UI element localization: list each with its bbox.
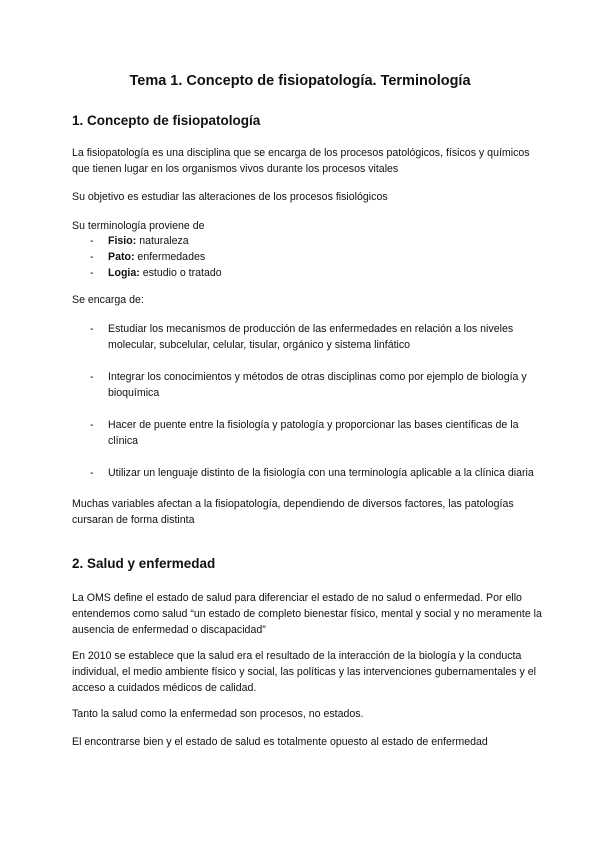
bullet-dash: - — [90, 323, 94, 335]
bullet-dash: - — [90, 467, 94, 479]
list-item-text: Integrar los conocimientos y métodos de otras disciplinas como por ejemplo de biología y bioquímica — [108, 371, 527, 399]
term-label: Fisio: — [108, 235, 137, 247]
list-item — [72, 233, 542, 249]
term-label: Pato: — [108, 251, 135, 263]
list-item — [72, 369, 542, 401]
list-item-text: Hacer de puente entre la fisiología y patología y proporcionar las bases científicas de la clínica — [108, 419, 519, 447]
term-meaning: estudio o tratado — [139, 267, 222, 279]
term-label: Logia: — [108, 267, 140, 279]
terminology-intro: Su terminología proviene de — [72, 220, 205, 232]
section-1-closing: Muchas variables afectan a la fisiopatología, dependiendo de diversos factores, las patologías cursaran de forma distinta — [72, 498, 514, 526]
list-item — [72, 249, 542, 265]
terminology-list — [72, 233, 542, 281]
list-item — [72, 265, 542, 281]
list-item-text: Estudiar los mecanismos de producción de las enfermedades en relación a los niveles molecular, subcelular, celular, tisular, orgánico y sistema linfático — [108, 323, 514, 351]
list-item-text: Utilizar un lenguaje distinto de la fisiología con una terminología aplicable a la clínica diaria — [108, 467, 534, 479]
section-1-paragraph-1: La fisiopatología es una disciplina que se encarga de los procesos patológicos, físicos y químicos que tienen lugar en los organismos vivos durante los procesos vitales — [72, 147, 530, 175]
section-2-heading: 2. Salud y enfermedad — [72, 556, 216, 571]
bullet-dash: - — [90, 267, 94, 279]
encarga-list — [72, 321, 542, 481]
list-item — [72, 465, 542, 481]
bullet-dash: - — [90, 419, 94, 431]
list-item — [72, 321, 542, 353]
term-meaning: enfermedades — [134, 251, 206, 263]
bullet-dash: - — [90, 371, 94, 383]
list-item — [72, 417, 542, 449]
section-2-paragraph-3: Tanto la salud como la enfermedad son procesos, no estados. — [72, 708, 364, 720]
section-2-paragraph-4: El encontrarse bien y el estado de salud es totalmente opuesto al estado de enfermedad — [72, 736, 488, 748]
section-1-heading: 1. Concepto de fisiopatología — [72, 113, 261, 128]
term-meaning: naturaleza — [136, 235, 189, 247]
section-2-paragraph-1: La OMS define el estado de salud para diferenciar el estado de no salud o enfermedad. Por ello entendemos como salud “un estado de completo bienestar físico, mental y social y no meramente la ausencia de enfermedad o discapacidad” — [72, 592, 542, 636]
encarga-intro: Se encarga de: — [72, 294, 144, 306]
bullet-dash: - — [90, 235, 94, 247]
section-1-paragraph-2: Su objetivo es estudiar las alteraciones de los procesos fisiológicos — [72, 191, 388, 203]
document-title: Tema 1. Concepto de fisiopatología. Terminología — [129, 73, 471, 89]
section-2-paragraph-2: En 2010 se establece que la salud era el resultado de la interacción de la biología y la conducta individual, el medio ambiente físico y social, las políticas y las intervenciones gubernamentales y el acceso a cuidados médicos de calidad. — [72, 650, 537, 694]
bullet-dash: - — [90, 251, 94, 263]
